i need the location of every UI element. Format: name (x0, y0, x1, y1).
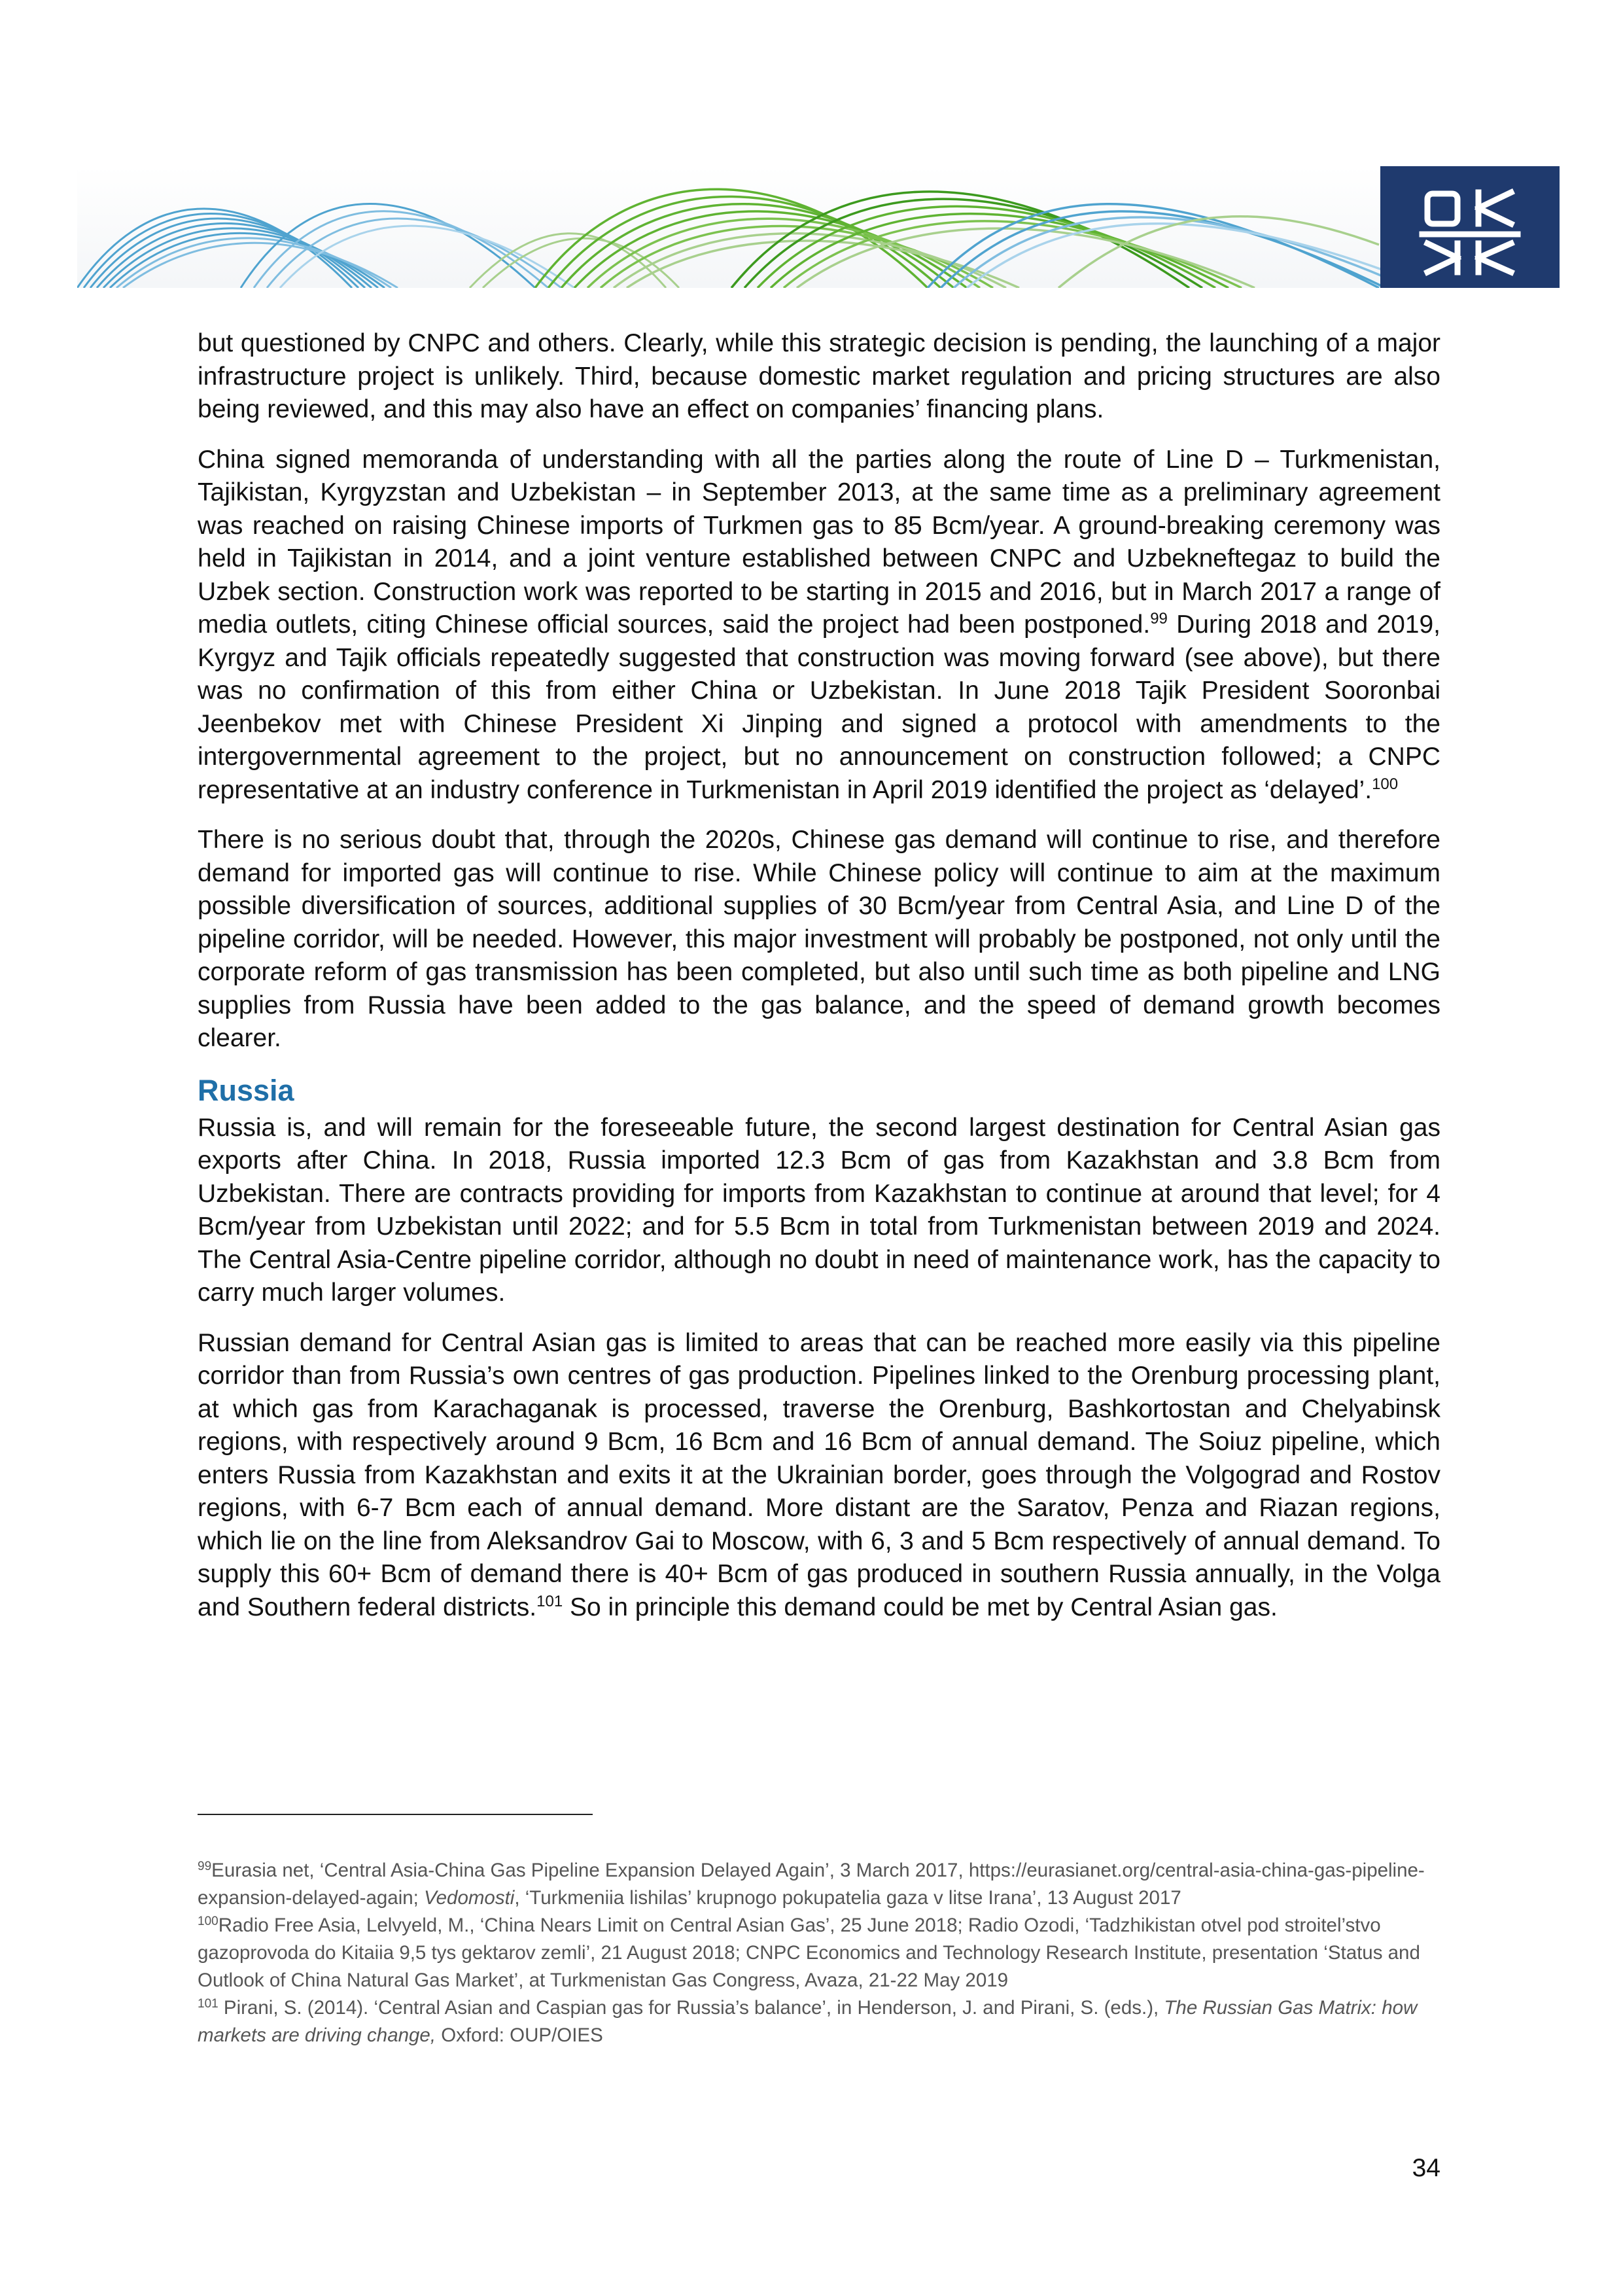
logo-icon (1380, 166, 1560, 288)
footnote-101 (198, 1994, 1440, 2049)
footnote-100 (198, 1912, 1440, 1994)
footnote-101-italic: The Russian Gas Matrix: how markets are driving change, (198, 1997, 1418, 2046)
footnote-99-text-b: , ‘Turkmeniia lishilas’ krupnogo pokupatelia gaza v litse Irana’, 13 August 2017 (514, 1887, 1181, 1909)
footnote-ref-100[interactable]: 100 (1372, 775, 1399, 793)
footnote-101-text-a: Pirani, S. (2014). ‘Central Asian and Caspian gas for Russia’s balance’, in Henderson, J. and Pirani, S. (eds.), (218, 1997, 1164, 2019)
footnote-number-100: 100 (198, 1915, 218, 1928)
paragraph-2-text-a: China signed memoranda of understanding with all the parties along the route of Line D – Turkmenistan, Tajikistan, Kyrgyzstan and Uzbekistan – in September 2013, at the same time as a preliminary agreement was reached on raising Chinese imports of Turkmen gas to 85 Bcm/year. A ground-breaking ceremony was held in Tajikistan in 2014, and a joint venture established between CNPC and Uzbekneftegaz to build the Uzbek section. Construction work was reported to be starting in 2015 and 2016, but in March 2017 a range of media outlets, citing Chinese official sources, said the project had been postponed. (198, 445, 1440, 639)
footnote-101-text-b: Oxford: OUP/OIES (436, 2024, 603, 2046)
page-number: 34 (1412, 2154, 1440, 2182)
section-heading-russia: Russia (198, 1073, 294, 1107)
footnotes (198, 1857, 1440, 2049)
footnote-ref-101[interactable]: 101 (536, 1592, 563, 1610)
footnote-99 (198, 1857, 1440, 1912)
footnote-100-text: Radio Free Asia, Lelvyeld, M., ‘China Nears Limit on Central Asian Gas’, 25 June 2018; Radio Ozodi, ‘Tadzhikistan otvel pod stroitel’stvo gazoprovoda do Kitaiia 9,5 tys gektarov zemli’, 21 August 2018; CNPC Economics and Technology Research Institute, presentation ‘Status and Outlook of China Natural Gas Market’, at Turkmenistan Gas Congress, Avaza, 21-22 May 2019 (198, 1915, 1420, 1991)
body-paragraph-5 (198, 1327, 1440, 1625)
paragraph-2-text-b: During 2018 and 2019, Kyrgyz and Tajik officials repeatedly suggested that construction was moving forward (see above), but there was no confirmation of this from either China or Uzbekistan. In June 2018 Tajik President Sooronbai Jeenbekov met with Chinese President Xi Jinping and signed a protocol with amendments to the intergovernmental agreement to the project, but no announcement on construction followed; a CNPC representative at an industry conference in Turkmenistan in April 2019 identified the project as ‘delayed’. (198, 610, 1441, 804)
footnote-separator (198, 1814, 593, 1815)
body-paragraph-2 (198, 444, 1440, 807)
body-paragraph-3: There is no serious doubt that, through the 2020s, Chinese gas demand will continue to rise, and therefore demand for imported gas will continue to rise. While Chinese policy will continue to aim at the maximum possible diversification of sources, additional supplies of 30 Bcm/year from Central Asia, and Line D of the pipeline corridor, will be needed. However, this major investment will probably be postponed, not only until the corporate reform of gas transmission has been completed, but also until such time as both pipeline and LNG supplies from Russia have been added to the gas balance, and the speed of demand growth becomes clearer. (198, 826, 1440, 1052)
body-paragraph-4: Russia is, and will remain for the foreseeable future, the second largest destination for Central Asian gas exports after China. In 2018, Russia imported 12.3 Bcm of gas from Kazakhstan and 3.8 Bcm from Uzbekistan. There are contracts providing for imports from Kazakhstan to continue at around that level; for 4 Bcm/year from Uzbekistan until 2022; and for 5.5 Bcm in total from Turkmenistan between 2019 and 2024. The Central Asia-Centre pipeline corridor, although no doubt in need of maintenance work, has the capacity to carry much larger volumes. (198, 1113, 1440, 1307)
paragraph-5-text-b: So in principle this demand could be met by Central Asian gas. (563, 1593, 1278, 1621)
body-paragraph-1: but questioned by CNPC and others. Clearly, while this strategic decision is pending, the launching of a major infrastructure project is unlikely. Third, because domestic market regulation and pricing structures are also being reviewed, and this may also have an effect on companies’ financing plans. (198, 329, 1440, 423)
footnote-99-text-a: Eurasia net, ‘Central Asia-China Gas Pipeline Expansion Delayed Again’, 3 March 2017, https://eurasianet.org/central-asia-china-gas-pipeline-expansion-delayed-again; (198, 1860, 1425, 1909)
header-banner (77, 166, 1557, 288)
oies-logo (1380, 166, 1560, 288)
footnote-number-99: 99 (198, 1860, 212, 1873)
footnote-99-italic: Vedomosti (424, 1887, 515, 1909)
paragraph-5-text-a: Russian demand for Central Asian gas is limited to areas that can be reached more easily via this pipeline corridor than from Russia’s own centres of gas production. Pipelines linked to the Orenburg processing plant, at which gas from Karachaganak is processed, traverse the Orenburg, Bashkortostan and Chelyabinsk regions, with respectively around 9 Bcm, 16 Bcm and 16 Bcm of annual demand. The Soiuz pipeline, which enters Russia from Kazakhstan and exits it at the Ukrainian border, goes through the Volgograd and Rostov regions, with 6-7 Bcm each of annual demand. More distant are the Saratov, Penza and Riazan regions, which lie on the line from Aleksandrov Gai to Moscow, with 6, 3 and 5 Bcm respectively of annual demand. To supply this 60+ Bcm of demand there is 40+ Bcm of gas produced in southern Russia annually, in the Volga and Southern federal districts. (198, 1328, 1440, 1621)
footnote-number-101: 101 (198, 1997, 218, 2011)
decorative-wave-graphic (77, 166, 1557, 288)
main-content (198, 327, 1440, 1641)
footnote-ref-99[interactable]: 99 (1150, 610, 1168, 627)
